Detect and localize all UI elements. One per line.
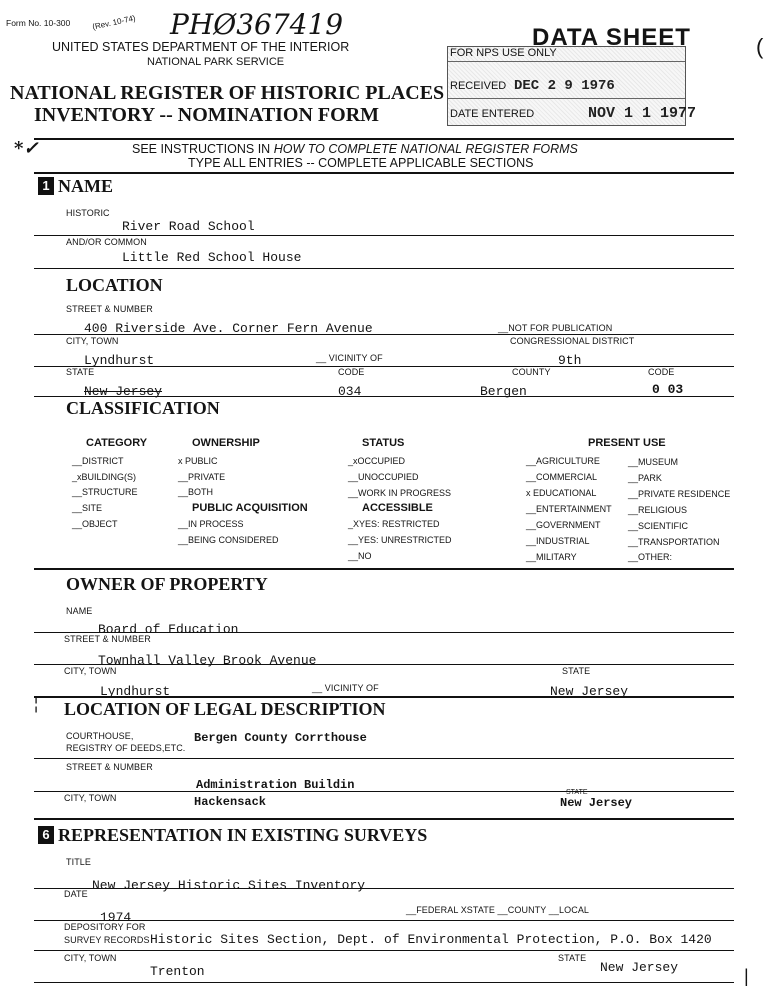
accessible-unrestricted: __YES: UNRESTRICTED (348, 535, 452, 545)
department-name: UNITED STATES DEPARTMENT OF THE INTERIOR (52, 40, 350, 54)
use-park: __PARK (628, 473, 662, 483)
section-heading-classification: CLASSIFICATION (66, 398, 220, 418)
owner-street-label: STREET & NUMBER (64, 634, 151, 644)
owner-city-label: CITY, TOWN (64, 666, 117, 676)
handwritten-reference-number: PHØ367419 (170, 8, 344, 41)
registry-label: REGISTRY OF DEEDS,ETC. (66, 743, 186, 753)
legal-street-label: STREET & NUMBER (66, 762, 153, 772)
use-educational: x EDUCATIONAL (526, 488, 597, 498)
depository-label-line2: SURVEY RECORDS (64, 935, 150, 945)
use-government: __GOVERNMENT (526, 520, 601, 530)
city-town-label: CITY, TOWN (66, 336, 119, 346)
received-stamp: DEC 2 9 1976 (514, 78, 615, 94)
category-column-heading: CATEGORY (86, 437, 148, 449)
depository-label-line1: DEPOSITORY FOR (64, 922, 146, 932)
use-agriculture: __AGRICULTURE (526, 456, 600, 466)
received-label: RECEIVED (450, 80, 507, 92)
section-heading-surveys: 6 REPRESENTATION IN EXISTING SURVEYS (38, 825, 427, 846)
date-entered-label: DATE ENTERED (450, 108, 535, 120)
section-heading-name: 1 NAME (38, 176, 113, 197)
owner-street-value: Townhall Valley Brook Avenue (98, 653, 317, 668)
asterisk-check-mark: *✓ (14, 138, 39, 159)
form-number: Form No. 10-300 (6, 18, 71, 28)
not-for-publication-option: __NOT FOR PUBLICATION (498, 323, 613, 333)
data-sheet-stamp: DATA SHEET (532, 24, 691, 51)
present-use-column-heading: PRESENT USE (588, 437, 666, 449)
ownership-private: __PRIVATE (178, 472, 226, 482)
street-number-label: STREET & NUMBER (66, 304, 153, 314)
use-transportation: __TRANSPORTATION (628, 537, 720, 547)
legal-state-label: STATE (566, 789, 588, 796)
state-label: STATE (66, 367, 95, 377)
legal-city-label: CITY, TOWN (64, 793, 117, 803)
acquisition-being-considered: __BEING CONSIDERED (178, 535, 279, 545)
county-label: COUNTY (512, 367, 551, 377)
ownership-column-heading: OWNERSHIP (192, 437, 260, 449)
ownership-public: x PUBLIC (178, 456, 218, 466)
survey-date-value: 1974 (100, 910, 132, 925)
survey-title-label: TITLE (66, 857, 92, 867)
depository-value: Historic Sites Section, Dept. of Environmental Protection, P.O. Box 1420 (150, 932, 712, 947)
common-name-value: Little Red School House (122, 250, 302, 265)
instructions-title: HOW TO COMPLETE NATIONAL REGISTER FORMS (273, 142, 578, 156)
legal-state-value: New Jersey (560, 796, 633, 810)
city-value: Lyndhurst (84, 353, 155, 368)
county-code-label: CODE (648, 367, 675, 377)
owner-city-value: Lyndhurst (100, 684, 171, 699)
margin-mark: ( (756, 34, 764, 59)
use-museum: __MUSEUM (628, 457, 679, 467)
category-structure: __STRUCTURE (72, 487, 138, 497)
use-commercial: __COMMERCIAL (526, 472, 598, 482)
owner-vicinity-option: __ VICINITY OF (312, 683, 379, 693)
form-title-line2: INVENTORY -- NOMINATION FORM (34, 104, 380, 126)
public-acquisition-heading: PUBLIC ACQUISITION (192, 502, 308, 514)
instructions-line2: TYPE ALL ENTRIES -- COMPLETE APPLICABLE SECTIONS (188, 156, 534, 170)
status-column-heading: STATUS (362, 437, 405, 449)
historic-name-value: River Road School (122, 219, 255, 234)
state-value: New Jersey (84, 384, 163, 399)
owner-state-label: STATE (562, 666, 591, 676)
status-work-in-progress: __WORK IN PROGRESS (348, 488, 452, 498)
instructions-line1: SEE INSTRUCTIONS IN HOW TO COMPLETE NATIONAL REGISTER FORMS (132, 142, 578, 156)
owner-state-value: New Jersey (550, 684, 629, 699)
margin-bracket-mark: ¦ (34, 696, 39, 713)
revision-note: (Rev. 10-74) (91, 13, 137, 32)
survey-city-label: CITY, TOWN (64, 953, 117, 963)
owner-name-value: Board of Education (98, 622, 239, 637)
courthouse-value: Bergen County Corrthouse (194, 731, 367, 745)
use-religious: __RELIGIOUS (628, 505, 688, 515)
status-unoccupied: __UNOCCUPIED (348, 472, 419, 482)
category-district: __DISTRICT (72, 456, 124, 466)
nps-use-label: FOR NPS USE ONLY (450, 47, 557, 59)
use-other: __OTHER: (628, 552, 673, 562)
section-heading-legal-description: LOCATION OF LEGAL DESCRIPTION (64, 699, 386, 719)
legal-street-value: Administration Buildin (196, 778, 355, 792)
accessible-heading: ACCESSIBLE (362, 502, 433, 514)
survey-title-value: New Jersey Historic Sites Inventory (92, 878, 366, 893)
margin-mark-bottom: | (744, 966, 749, 986)
use-scientific: __SCIENTIFIC (628, 521, 689, 531)
nps-use-box (447, 46, 697, 126)
accessible-no: __NO (348, 551, 372, 561)
section-heading-location: LOCATION (66, 275, 163, 295)
service-name: NATIONAL PARK SERVICE (147, 56, 285, 68)
use-entertainment: __ENTERTAINMENT (526, 504, 612, 514)
section-heading-owner: OWNER OF PROPERTY (66, 574, 268, 594)
courthouse-label: COURTHOUSE, (66, 731, 134, 741)
common-name-label: AND/OR COMMON (66, 237, 147, 247)
section-number: 6 (38, 826, 54, 844)
state-code-label: CODE (338, 367, 365, 377)
survey-date-label: DATE (64, 889, 88, 899)
use-private-residence: __PRIVATE RESIDENCE (628, 489, 731, 499)
acquisition-in-process: __IN PROCESS (178, 519, 244, 529)
use-industrial: __INDUSTRIAL (526, 536, 590, 546)
survey-level-options: __FEDERAL XSTATE __COUNTY __LOCAL (406, 905, 590, 915)
district-value: 9th (558, 353, 582, 368)
form-title-line1: NATIONAL REGISTER OF HISTORIC PLACES (10, 82, 445, 104)
use-military: __MILITARY (526, 552, 577, 562)
ownership-both: __BOTH (178, 487, 214, 497)
survey-state-value: New Jersey (600, 960, 679, 975)
street-address-value: 400 Riverside Ave. Corner Fern Avenue (84, 321, 373, 336)
vicinity-option: __ VICINITY OF (316, 353, 383, 363)
county-value: Bergen (480, 384, 527, 399)
county-code-value: 0 03 (652, 382, 684, 397)
category-object: __OBJECT (72, 519, 118, 529)
survey-city-value: Trenton (150, 964, 205, 979)
historic-label: HISTORIC (66, 208, 110, 218)
legal-city-value: Hackensack (194, 795, 267, 809)
section-number: 1 (38, 177, 54, 195)
congressional-district-label: CONGRESSIONAL DISTRICT (510, 336, 635, 346)
state-code-value: 034 (338, 384, 362, 399)
category-site: __SITE (72, 503, 103, 513)
accessible-restricted: _XYES: RESTRICTED (348, 519, 440, 529)
survey-state-label: STATE (558, 953, 587, 963)
status-occupied: _xOCCUPIED (348, 456, 406, 466)
owner-name-label: NAME (66, 606, 93, 616)
date-entered-stamp: NOV 1 1 1977 (588, 105, 697, 122)
category-buildings: _xBUILDING(S) (72, 472, 137, 482)
